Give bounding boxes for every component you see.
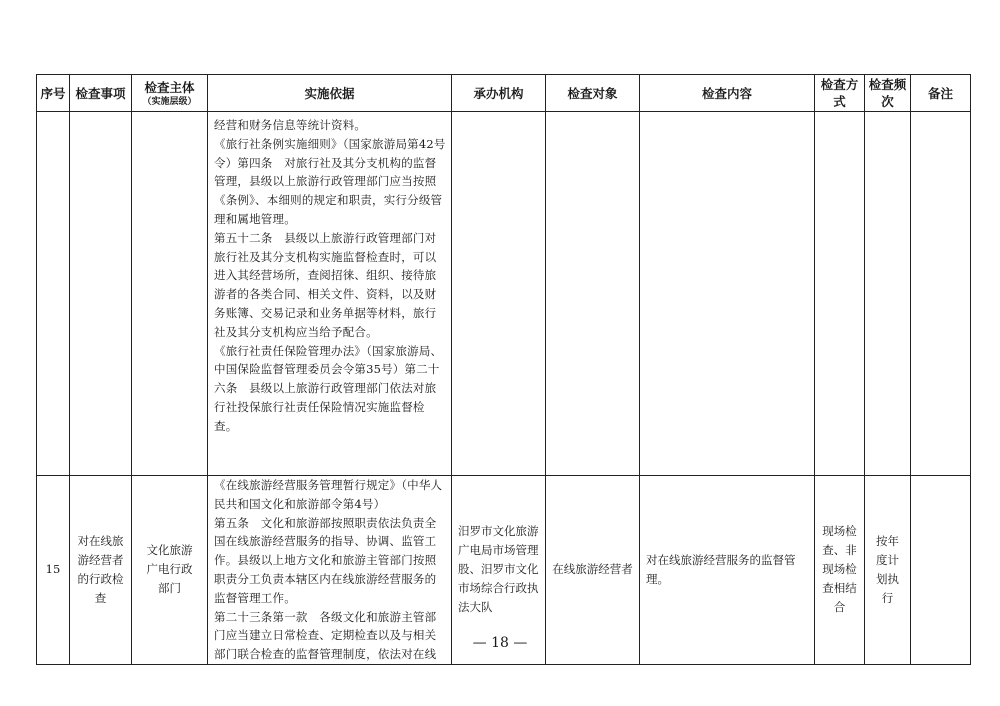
cell-method [815,112,865,476]
cell-subject: 文化旅游广电行政部门 [132,476,208,665]
header-frequency: 检查频次 [865,75,911,112]
header-row [37,75,971,112]
basis-paragraph: 第五十二条 县级以上旅游行政管理部门对旅行社及其分支机构实施监督检查时，可以进入其经营场所，查阅招徕、组织、接待旅游者的各类合同、相关文件、资料，以及财务账簿、交易记录和业务单据等材料，旅行社及其分支机构应当给予配合。 [214,230,437,339]
cell-item: 对在线旅游经营者的行政检查 [70,476,132,665]
cell-frequency [865,112,911,476]
cell-seq [37,112,70,476]
cell-content: 对在线旅游经营服务的监督管理。 [640,476,815,665]
cell-note [911,112,971,476]
cell-frequency: 按年度计划执行 [865,476,911,665]
basis-paragraph: 第二十三条第一款 各级文化和旅游主管部门应当建立日常检查、定期检查以及与相关部门联合检查的监督管理制度，依法对在线 [214,609,437,662]
header-subject-label: 检查主体 [144,79,195,95]
header-note: 备注 [911,75,971,112]
cell-seq: 15 [37,476,70,665]
cell-agency [452,112,546,476]
basis-paragraph: 第五条 文化和旅游部按照职责依法负责全国在线旅游经营服务的指导、协调、监管工作。县级以上地方文化和旅游主管部门按照职责分工负责本辖区内在线旅游经营服务的监督管理工作。 [214,515,437,605]
cell-basis [208,112,452,476]
cell-content [640,112,815,476]
basis-paragraph: 《旅行社责任保险管理办法》（国家旅游局、中国保险监督管理委员会令第35号）第二十六条 县级以上旅游行政管理部门依法对旅行社投保旅行社责任保险情况实施监督检查。 [214,343,443,433]
header-subject [132,75,208,112]
table-row-continued [37,112,971,476]
header-object: 检查对象 [546,75,640,112]
basis-paragraph: 《旅行社条例实施细则》（国家旅游局第42号令）第四条 对旅行社及其分支机构的监督管理，县级以上旅游行政管理部门应当按照《条例》、本细则的规定和职责，实行分级管理和属地管理。 [214,136,446,226]
cell-subject [132,112,208,476]
page-number: — 18 — [472,635,528,651]
header-basis: 实施依据 [208,75,452,112]
header-item: 检查事项 [70,75,132,112]
basis-paragraph: 经营和财务信息等统计资料。 [214,118,367,132]
cell-object [546,112,640,476]
cell-agency: 汨罗市文化旅游广电局市场管理股、汨罗市文化市场综合行政执法大队 [452,476,546,665]
header-seq: 序号 [37,75,70,112]
cell-item [70,112,132,476]
cell-method: 现场检查、非现场检查相结合 [815,476,865,665]
cell-object: 在线旅游经营者 [546,476,640,665]
header-agency: 承办机构 [452,75,546,112]
basis-paragraph: 《在线旅游经营服务管理暂行规定》（中华人民共和国文化和旅游部令第4号） [214,478,443,511]
header-content: 检查内容 [640,75,815,112]
header-method: 检查方式 [815,75,865,112]
inspection-table [36,74,971,665]
header-subject-sub: （实施层级） [142,96,197,107]
